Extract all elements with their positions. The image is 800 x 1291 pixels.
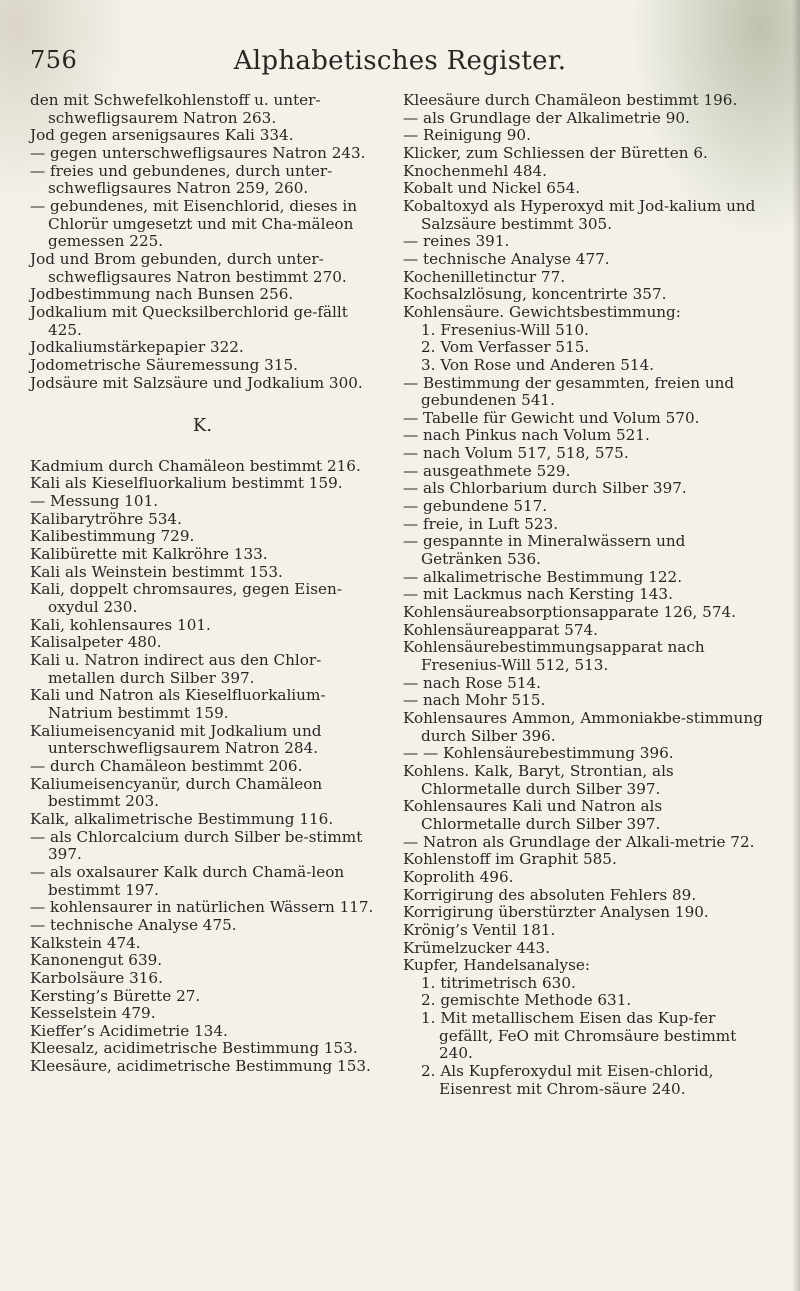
index-entry: Korrigirung des absoluten Fehlers 89. <box>403 885 697 904</box>
page-edge-shadow <box>792 0 800 1291</box>
index-entry: — Reinigung 90. <box>403 126 531 145</box>
index-entry: Kupfer, Handelsanalyse: <box>403 956 591 975</box>
index-entry: Jodsäure mit Salzsäure und Jodkalium 300. <box>30 373 363 392</box>
index-entry: Kali und Natron als Kieselfluorkalium-Natrium bestimmt 159. <box>30 686 326 722</box>
index-entry: Kali als Weinstein bestimmt 153. <box>30 562 283 581</box>
index-entry: Jodbestimmung nach Bunsen 256. <box>30 285 294 304</box>
index-entry: Kohlensäure. Gewichtsbestimmung: <box>403 302 681 321</box>
index-entry: Knochenmehl 484. <box>403 161 547 180</box>
index-entry: 2. gemischte Methode 631. <box>421 991 632 1010</box>
index-entry: Kali als Kieselfluorkalium bestimmt 159. <box>30 474 343 493</box>
index-entry: Krümelzucker 443. <box>403 938 551 957</box>
page-header <box>30 46 770 86</box>
index-entry: Kalisalpeter 480. <box>30 633 162 652</box>
index-entry: Kali u. Natron indirect aus den Chlor-metallen durch Silber 397. <box>30 651 322 687</box>
index-entry: 1. titrimetrisch 630. <box>421 973 576 992</box>
index-entry: — gespannte in Mineralwässern und Getränken 536. <box>403 532 686 569</box>
index-entry: — nach Rose 514. <box>403 673 541 692</box>
index-entry: — nach Volum 517, 518, 575. <box>403 444 629 463</box>
index-entry: — gebundenes, mit Eisenchlorid, dieses in Chlorür umgesetzt und mit Cha-mäleon gemessen 225. <box>30 196 358 251</box>
index-entry: Kohlens. Kalk, Baryt, Strontian, als Chlormetalle durch Silber 397. <box>403 761 674 798</box>
index-entry: — Tabelle für Gewicht und Volum 570. <box>403 408 700 427</box>
index-entry: Kalibarytröhre 534. <box>30 509 182 528</box>
index-entry: Kalkstein 474. <box>30 933 141 952</box>
index-list-right <box>403 92 765 1098</box>
index-entry: — als oxalsaurer Kalk durch Chamä-leon bestimmt 197. <box>30 862 345 899</box>
index-entry: — — Kohlensäurebestimmung 396. <box>403 744 674 763</box>
index-entry: Kanonengut 639. <box>30 951 163 970</box>
index-entry: Karbolsäure 316. <box>30 968 163 987</box>
running-title: Alphabetisches Register. <box>233 46 567 76</box>
index-entry: — Messung 101. <box>30 492 159 511</box>
index-entry: Kochsalzlösung, koncentrirte 357. <box>403 285 667 304</box>
index-entry: — alkalimetrische Bestimmung 122. <box>403 567 683 586</box>
index-entry: Kohlenstoff im Graphit 585. <box>403 850 617 869</box>
index-entry: — mit Lackmus nach Kersting 143. <box>403 585 673 604</box>
index-entry: Krönig’s Ventil 181. <box>403 920 556 939</box>
index-entry: — Natron als Grundlage der Alkali-metrie 72. <box>403 832 755 851</box>
index-entry: 1. Fresenius-Will 510. <box>421 320 589 339</box>
index-entry: 2. Als Kupferoxydul mit Eisen-chlorid, Eisenrest mit Chrom-säure 240. <box>421 1062 714 1098</box>
index-entry: Jodkalium mit Quecksilberchlorid ge-fällt 425. <box>30 302 348 339</box>
index-entry: Korrigirung überstürzter Analysen 190. <box>403 903 709 922</box>
index-entry: — als Chlorcalcium durch Silber be-stimmt 397. <box>30 827 363 864</box>
index-entry: Jod gegen arsenigsaures Kali 334. <box>30 126 294 145</box>
index-entry: — kohlensaurer in natürlichen Wässern 117. <box>30 898 374 917</box>
right-column <box>403 92 765 1098</box>
index-entry: Kadmium durch Chamäleon bestimmt 216. <box>30 456 361 475</box>
index-entry: Kleesalz, acidimetrische Bestimmung 153. <box>30 1039 358 1058</box>
index-entry: Kohlensäurebestimmungsapparat nach Fresenius-Will 512, 513. <box>403 638 705 674</box>
index-entry: Kersting’s Bürette 27. <box>30 986 201 1005</box>
index-entry: — ausgeathmete 529. <box>403 461 571 480</box>
index-entry: Kobaltoxyd als Hyperoxyd mit Jod-kalium und Salzsäure bestimmt 305. <box>403 196 756 233</box>
index-entry: 1. Mit metallischem Eisen das Kup-fer gefällt, FeO mit Chromsäure bestimmt 240. <box>421 1009 737 1063</box>
index-entry: Jodkaliumstärkepapier 322. <box>30 338 244 357</box>
index-list-k <box>30 458 375 1076</box>
index-entry: Kalibestimmung 729. <box>30 527 195 546</box>
index-entry: — Bestimmung der gesammten, freien und gebundenen 541. <box>403 373 735 410</box>
index-entry: Kaliumeisencyanid mit Jodkalium und unterschwefligsaurem Natron 284. <box>30 721 322 758</box>
index-entry: — als Chlorbarium durch Silber 397. <box>403 479 687 498</box>
index-entry: — freie, in Luft 523. <box>403 514 559 533</box>
index-entry: Jodometrische Säuremessung 315. <box>30 355 298 374</box>
page-number: 756 <box>30 46 78 74</box>
index-entry: Kalk, alkalimetrische Bestimmung 116. <box>30 809 334 828</box>
index-entry: — nach Pinkus nach Volum 521. <box>403 426 650 445</box>
index-entry: Kohlensaures Kali und Natron als Chlormetalle durch Silber 397. <box>403 797 663 833</box>
index-entry: 3. Von Rose und Anderen 514. <box>421 355 655 374</box>
index-entry: — freies und gebundenes, durch unter-schwefligsaures Natron 259, 260. <box>30 161 333 198</box>
index-entry: Kesselstein 479. <box>30 1004 156 1023</box>
index-entry: Kieffer’s Acidimetrie 134. <box>30 1021 228 1040</box>
index-list-j <box>30 92 375 392</box>
index-entry: — technische Analyse 475. <box>30 915 237 934</box>
index-entry: Kohlensäureapparat 574. <box>403 620 598 639</box>
index-entry: — technische Analyse 477. <box>403 249 610 268</box>
index-entry: Klicker, zum Schliessen der Büretten 6. <box>403 143 708 162</box>
index-entry: Kleesäure, acidimetrische Bestimmung 153. <box>30 1057 371 1076</box>
index-entry: Kochenilletinctur 77. <box>403 267 566 286</box>
index-entry: Kali, doppelt chromsaures, gegen Eisen-oxydul 230. <box>30 580 342 617</box>
index-entry: — gebundene 517. <box>403 497 548 516</box>
index-entry: Kobalt und Nickel 654. <box>403 179 581 198</box>
index-entry: Kohlensaures Ammon, Ammoniakbe-stimmung durch Silber 396. <box>403 708 763 745</box>
index-entry: den mit Schwefelkohlenstoff u. unter-schwefligsaurem Natron 263. <box>30 91 321 127</box>
left-column <box>30 92 375 1076</box>
index-entry: Jod und Brom gebunden, durch unter-schwefligsaures Natron bestimmt 270. <box>30 249 347 286</box>
index-entry: Kalibürette mit Kalkröhre 133. <box>30 545 268 564</box>
index-entry: Kali, kohlensaures 101. <box>30 615 211 634</box>
index-entry: Kleesäure durch Chamäleon bestimmt 196. <box>403 91 738 109</box>
index-entry: Kaliumeisencyanür, durch Chamäleon bestimmt 203. <box>30 774 323 811</box>
index-entry: Koprolith 496. <box>403 867 514 886</box>
index-entry: — durch Chamäleon bestimmt 206. <box>30 756 303 775</box>
index-entry: — als Grundlage der Alkalimetrie 90. <box>403 108 690 127</box>
index-entry: — reines 391. <box>403 232 510 251</box>
index-entry: Kohlensäureabsorptionsapparate 126, 574. <box>403 603 736 622</box>
index-entry: — nach Mohr 515. <box>403 691 546 710</box>
section-letter-k: K. <box>192 415 213 437</box>
index-entry: 2. Vom Verfasser 515. <box>421 338 590 357</box>
index-entry: — gegen unterschwefligsaures Natron 243. <box>30 143 366 162</box>
